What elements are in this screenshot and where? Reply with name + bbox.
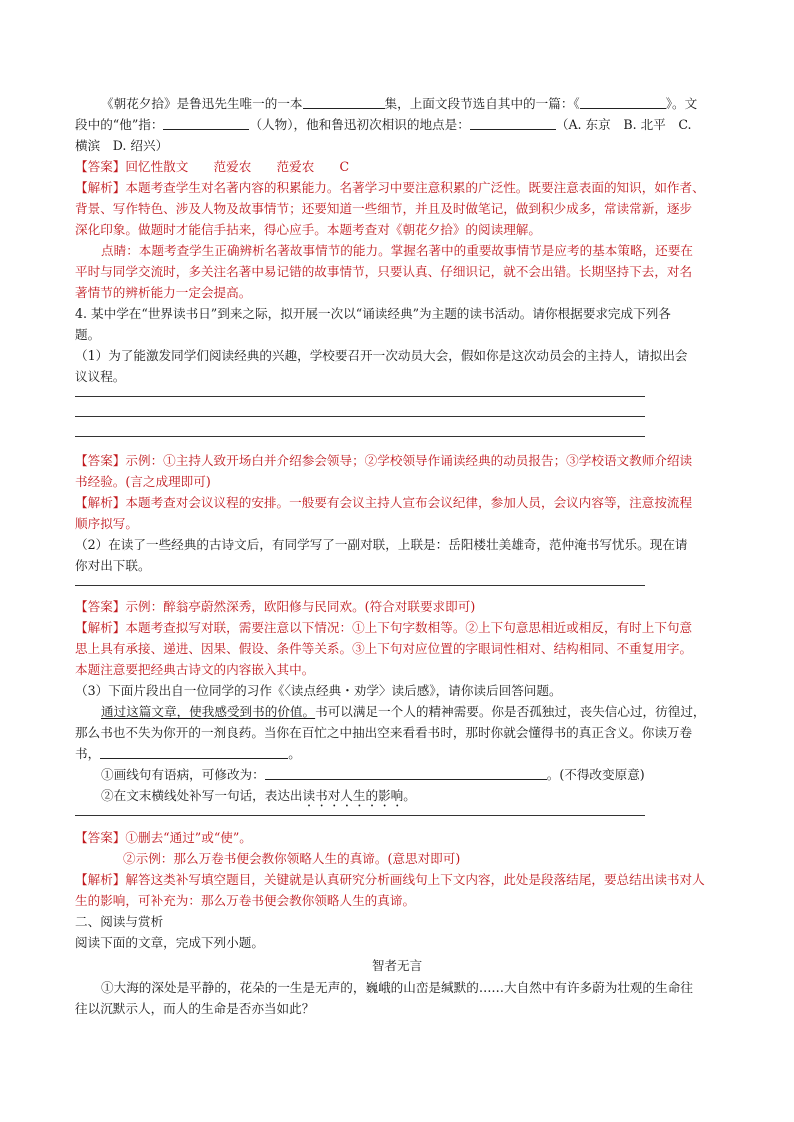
answer-text: 回忆性散文 范爱农 范爱农 C xyxy=(125,159,350,174)
q3-comment-line-2: 平时与同学交流时，多关注名著中易记错的故事情节，只要认真、仔细识记，就不会出错。长期坚持下去，对名 xyxy=(75,264,693,279)
text: 。 xyxy=(288,746,301,761)
q4-part3-question-2 xyxy=(101,787,723,810)
analysis-tag: 【解析】 xyxy=(75,495,126,510)
answer-tag: 【答案】 xyxy=(75,453,126,468)
text: 》。文 xyxy=(665,96,698,111)
q4-part1-analysis-line-2: 顺序拟写。 xyxy=(75,516,138,531)
q4-part1-line-1: （1）为了能激发同学们阅读经典的兴趣，学校要召开一次动员大会，假如你是这次动员会的主持人，请拟出会 xyxy=(75,348,688,363)
answer-text: 示例：①主持人致开场白并介绍参会领导；②学校领导作诵读经典的动员报告；③学校语文教师介绍读 xyxy=(125,453,693,468)
q4-part1-line-2: 议议程。 xyxy=(75,369,126,384)
text: 。 xyxy=(403,788,416,803)
emphasis-text: 读书对人生的影响 xyxy=(302,788,404,803)
answer-text: 示例：醉翁亭蔚然深秀，欧阳修与民同欢。(符合对联要求即可) xyxy=(125,599,476,614)
analysis-text: 本题考查拟写对联，需要注意以下情况：①上下句字数相等。②上下句意思相近或相反，有时上下句意 xyxy=(125,620,693,635)
text: 段中的“他”指： xyxy=(75,117,164,132)
text: 书可以满足一个人的精神需要。你是否孤独过，丧失信心过，彷徨过， xyxy=(315,704,706,719)
fill-blank[interactable] xyxy=(163,117,249,130)
q4-part3-prompt: （3）下面片段出自一位同学的习作《〈读点经典・劝学〉读后感》，请你读后回答问题。 xyxy=(75,683,562,698)
q3-line-2 xyxy=(75,116,723,134)
q3-analysis-line-1 xyxy=(75,179,723,197)
q4-part2-answer xyxy=(75,598,723,616)
article-para1-line-2: 往以沉默示人，而人的生命是否亦当如此？ xyxy=(75,1001,315,1016)
q4-part3-analysis-line-1 xyxy=(75,871,723,889)
q4-part3-passage-line-2: 那么书也不失为你开的一剂良药。当你在百忙之中抽出空来看看书时，那时你就会懂得书的真正含义。你读万卷 xyxy=(75,725,693,740)
analysis-tag: 【解析】 xyxy=(75,872,126,887)
q4-part1-analysis-line-1 xyxy=(75,494,723,512)
answer-tag: 【答案】 xyxy=(75,599,126,614)
q3-answer xyxy=(75,158,723,176)
answer-text: ①删去“通过”或“使”。 xyxy=(125,830,252,845)
text: （A. 东京 B. 北平 C. xyxy=(555,117,692,132)
q4-part2-analysis-line-3: 本题注意要把经典古诗文的内容嵌入其中。 xyxy=(75,662,315,677)
q4-part3-passage-line-1 xyxy=(101,703,723,721)
q3-line-1 xyxy=(101,95,723,113)
q4-part3-question-1 xyxy=(101,766,723,784)
text: 《朝花夕拾》是鲁迅先生唯一的一本 xyxy=(101,96,303,111)
answer-line[interactable] xyxy=(75,396,645,397)
answer-line[interactable] xyxy=(75,416,645,417)
fill-blank[interactable] xyxy=(303,96,385,109)
q4-part2-line-2: 你对出下联。 xyxy=(75,558,151,573)
text: ②在文末横线处补写一句话，表达出 xyxy=(101,788,303,803)
q4-part3-analysis-line-2: 生的影响，可补充为：那么万卷书便会教你领略人生的真谛。 xyxy=(75,893,416,908)
answer-line[interactable] xyxy=(75,815,645,816)
q4-stem-line-1: 4. 某中学在“世界读书日”到来之际，拟开展一次以“诵读经典”为主题的读书活动。请你根据要求完成下列各 xyxy=(75,306,671,321)
q3-comment-line-3: 著情节的辨析能力一定会提高。 xyxy=(75,285,252,300)
q4-part3-passage-line-3 xyxy=(75,745,723,763)
underlined-sentence: 通过这篇文章，使我感受到书的价值。 xyxy=(101,704,316,719)
q4-part1-answer-line-2: 书经验。(言之成理即可) xyxy=(75,474,211,489)
fill-blank[interactable] xyxy=(470,117,556,130)
q4-part1-answer-line-1 xyxy=(75,452,723,470)
analysis-text: 本题考查对会议议程的安排。一般要有会议主持人宣布会议纪律，参加人员，会议内容等，注意按流程 xyxy=(125,495,693,510)
text: 。(不得改变原意) xyxy=(546,767,645,782)
article-para1-line-1: ①大海的深处是平静的，花朵的一生是无声的，巍峨的山峦是缄默的……大自然中有许多蔚为壮观的生命往 xyxy=(101,980,693,995)
q4-part3-answer-1 xyxy=(75,829,723,847)
analysis-tag: 【解析】 xyxy=(75,180,126,195)
q3-analysis-line-2: 背景、写作特色、涉及人物及故事情节；还要知道一些细节，并且及时做笔记，做到积少成多，常读常新，逐步 xyxy=(75,201,693,216)
answer-line[interactable] xyxy=(75,436,645,437)
text: ①画线句有语病，可修改为： xyxy=(101,767,265,782)
q4-part2-analysis-line-2: 思上具有承接、递进、因果、假设、条件等关系。③上下句对应位置的字眼词性相对、结构相同、不重复用字。 xyxy=(75,641,693,656)
text: 书， xyxy=(75,746,101,761)
section-heading: 二、阅读与赏析 xyxy=(75,914,164,929)
q3-analysis-line-3: 深化印象。做题时才能信手拈来，得心应手。本题考查对《朝花夕拾》的阅读理解。 xyxy=(75,222,541,237)
analysis-text: 解答这类补写填空题目，关键就是认真研究分析画线句上下文内容，此处是段落结尾，要总结出读书对人 xyxy=(125,872,705,887)
q4-part2-analysis-line-1 xyxy=(75,619,723,637)
q4-part2-line-1: （2）在读了一些经典的古诗文后，有同学写了一副对联，上联是：岳阳楼壮美雄奇，范仲淹书写忧乐。现在请 xyxy=(75,537,688,552)
fill-blank[interactable] xyxy=(100,746,288,759)
article-title: 智者无言 xyxy=(371,958,423,973)
analysis-text: 本题考查学生对名著内容的积累能力。名著学习中要注意积累的广泛性。既要注意表面的知识，如作者、 xyxy=(125,180,705,195)
text: 集，上面文段节选自其中的一篇：《 xyxy=(384,96,580,111)
answer-tag: 【答案】 xyxy=(75,159,126,174)
text: （人物），他和鲁迅初次相识的地点是： xyxy=(249,117,470,132)
fill-blank[interactable] xyxy=(580,96,666,109)
section-instruction: 阅读下面的文章，完成下列小题。 xyxy=(75,935,264,950)
q3-line-3: 横滨 D. 绍兴） xyxy=(75,138,169,153)
answer-tag: 【答案】 xyxy=(75,830,126,845)
q4-stem-line-2: 题。 xyxy=(75,327,101,342)
q4-part3-answer-2: ②示例：那么万卷书便会教你领略人生的真谛。(意思对即可) xyxy=(123,851,461,866)
fill-blank[interactable] xyxy=(265,767,547,780)
analysis-tag: 【解析】 xyxy=(75,620,126,635)
answer-line[interactable] xyxy=(75,585,645,586)
q3-comment-line-1: 点睛：本题考查学生正确辨析名著故事情节的能力。掌握名著中的重要故事情节是应考的基本策略，还要在 xyxy=(101,243,693,258)
